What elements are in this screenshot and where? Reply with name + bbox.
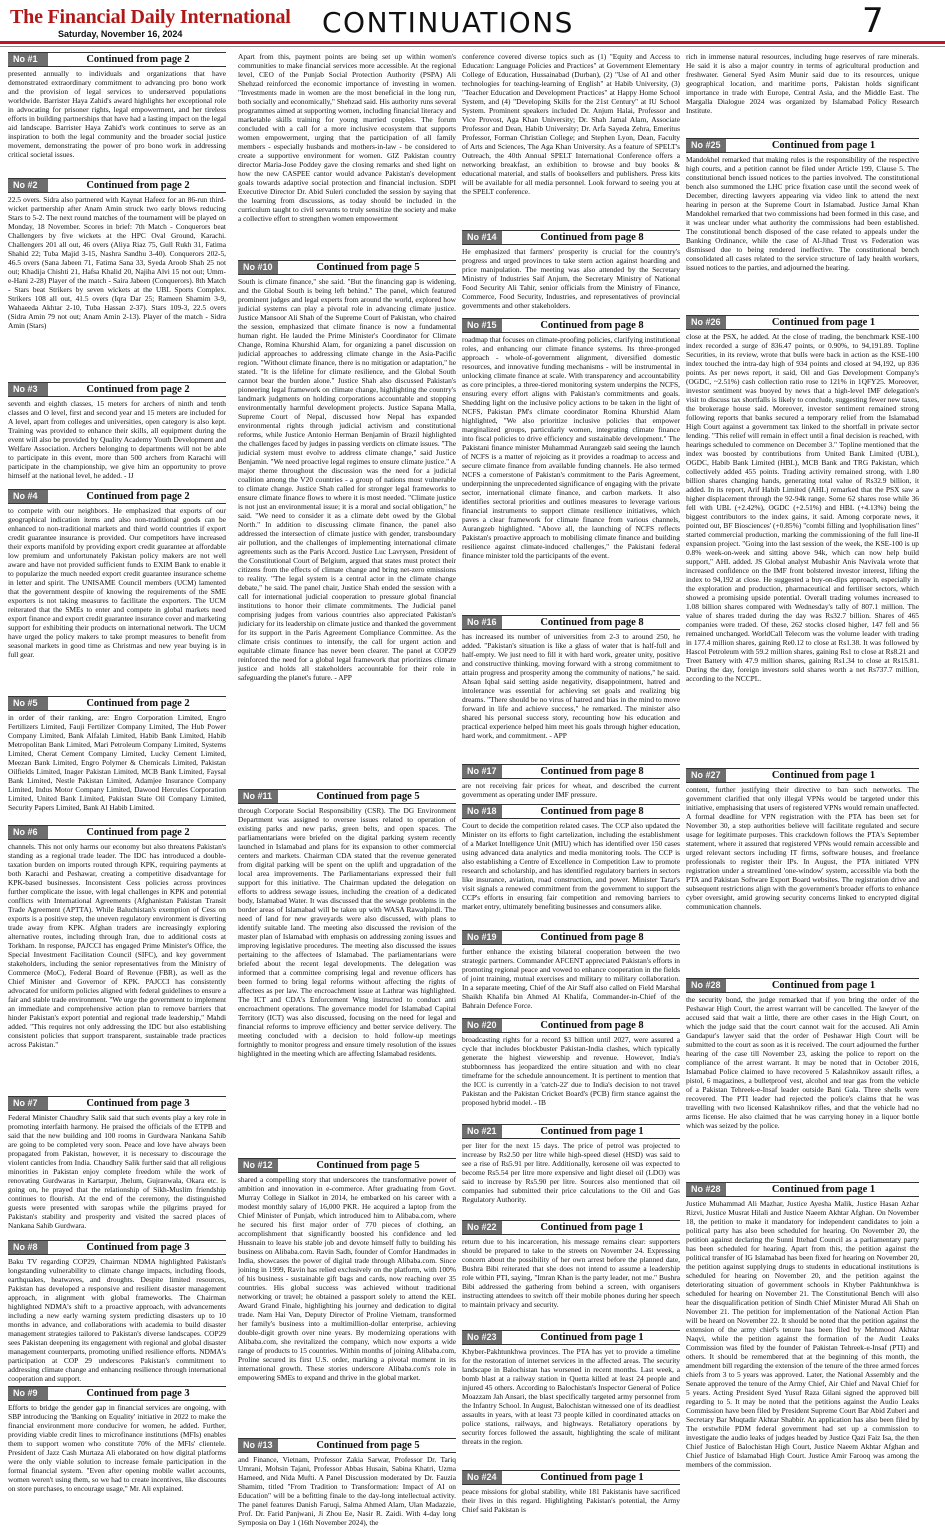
story-header <box>462 1124 680 1139</box>
story-body: Justice Muhammad Ali Mazhar, Justice Ayesha Malik, Justice Hasan Azhar Rizvi, Justice Musrat Hilali and Justice Naeem Akhtar Afghan. On November 18, the petition to make it mandatory for independent candidates to join a political party has also been scheduled for hearing. On November 20, the petition against declaring the Sunni Ittehad Council as a parliamentary party has been scheduled for hearing. Apart from this, the petition against the political transfer of IG Islamabad has been fixed for hearing on November 20, the petition against supplying drugs to students in educational institutions is scheduled for hearing on November 20, and the petition against the deteriorating situation of government schools in Khyber Pakhtunkhwa is scheduled for hearing on November 21. The Constitutional Bench will also hear the disqualification petition of Sindh Chief Minister Murad Ali Shah on November 21. The petition for implementation of the National Action Plan will be heard on November 22. It should be noted that the petition against the extension of the army chief's tenure has been filed by Mehmood Akhtar Naqvi, while the petition against the formation of the Audit Leaks Commission was filed by the founder of Pakistan Tehreek-e-Insaf (PTI) and others. It should be remembered that at the beginning of this month, the amendment bill regarding the extension of the tenure of the three armed forces chiefs from 3 to 5 years was approved. Later, the National Assembly and the Senate approved the tenure of the Army Chief, Air Chief and Naval Chief for 5 years. Acting President Syed Yusuf Raza Gilani signed the approved bill regarding to 5. It may be noted that the petitions against the Audio Leaks Commission have been filed by President Supreme Court Bar Abid Zuberi and Secretary Bar Muqtadir Akhtar Shabbir. An application has also been filed by The erstwhile PDM federal government had set up a commission to investigate the audio leaks of judges headed by Justice Qazi Faiz Isa, the then Chief Justice of Balochistan High Court, Justice Naeem Akhtar Afghan and Chief Justice of Islamabad High Court. Justice Amir Farooq was among the members of the commission. <box>686 1199 919 1469</box>
continued-label: Continued from page 2 <box>86 827 190 838</box>
continued-label: Continued from page 8 <box>540 1020 644 1031</box>
story-header <box>462 318 680 333</box>
story-header <box>8 1386 226 1401</box>
paper-title: The Financial Daily International <box>10 6 291 28</box>
continued-label: Continued from page 8 <box>540 766 644 777</box>
story-header <box>238 260 456 275</box>
story-body: channels. This not only harms our economy but also threatens Pakistan's standing as a regional trade leader. The IDC has introduced a double-taxation burden on imports routed through KPK, requiring payments at both Karachi and Peshawar, creating a competitive disadvantage for KPK-based businesses. Inconsistent Cess policies across provinces further complicate the issue, with legal challenges in KPK and potential conflicts with International Agreements (Afghanistan Pakistan Transit Trade Agreement (APTTA). While Baluchistan's exemption of Cess on exports is a positive step, the uneven regulatory environment is diverting trade away from KPK. Afghan traders are increasingly exploring alternative routes, including through Iran, due to additional costs at Torkham. In response, PAJCCI has engaged Prime Minister's Office, the Special Investment Facilitation Council (SIFC), and key government stakeholders, including the senior representatives from the Ministry of Commerce (MoC), Federal Board of Revenue (FBR), as well as the Chief Minister and Governor of KPK. PAJCCI has consistently advocated for uniform policies aligned with federal guidelines to ensure a fair and stable trade environment. "We urge the government to implement an immediate and comprehensive action plan to remove barriers that hinder Pakistan's export potential and regional trade leadership," Mahdi added. "This requires not only addressing the IDC but also establishing consistent policies that support transparent, sustainable trade practices across Pakistan." <box>8 842 226 1049</box>
story-no21 <box>462 1124 680 1220</box>
story-number: No #9 <box>8 1387 48 1400</box>
story-header <box>462 930 680 945</box>
story-number: No #22 <box>462 1221 502 1234</box>
continued-label: Continued from page 5 <box>316 791 420 802</box>
story-body: South is climate finance," she said. "But the financing gap is widening, and the Global South is being left behind." The panel, which featured prominent judges and legal experts from around the world, explored how judicial systems can play a pivotal role in advancing climate justice. Justice Mansoor Ali Shah of the Supreme Court of Pakistan, who chaired the session, emphasized that climate finance is now a fundamental human right. He lauded the Prime Minister's Coordinator for Climate Change, Romina Khurshid Alam, for organizing a panel discussion on judicial approaches to addressing climate change in the Asia-Pacific region. "Without climate finance, there is no mitigation or adaptation," he stated. "It is the lifeline for climate resilience, and the Global South cannot bear the burden alone." Justice Shah also discussed Pakistan's pioneering legal framework on climate change, highlighting the country's landmark judgments on holding corporations accountable and stopping environmentally harmful development projects. Justice Sapana Malla, Supreme Court of Nepal, discussed how Nepal has expanded environmental rights through judicial activism and constitutional reforms, while Justice Antonio Herman Benjamin of Brazil highlighted the challenges faced by judges in passing verdicts on climate issues. "The judicial system must evolve to address climate change," said Justice Benjamin. "We need proactive legal regimes to ensure climate justice." A major theme throughout the discussion was the need for a judicial coalition among the V20 countries - a group of nations most vulnerable to climate change. Justice Shah called for stronger legal frameworks to ensure climate finance flows to where it is most needed. "Climate justice is not just an environmental issue; it is a moral and social obligation," he said. "We need to consider it as a climate debt owed by the Global North." In addition to discussing climate finance, the panel also addressed the intersection of climate justice with gender, transboundary air pollution, and the challenges of implementing international climate agreements such as the Paris Accord. Justice Luc Lavrysen, President of the Constitutional Court of Belgium, argued that states must protect their citizens from the effects of climate change and bring net-zero emissions to reality. "The legal system is a central actor in the climate change debate," he said. The panel chair, Justice Shah ended the session with a call for international judicial cooperation to pressure global financial institutions to honor their climate commitments. The Judicial panel comprising judges from various countries also appreciated Pakistan's judiciary for its leadership on climate justice and thanked the government for its support in the Paris Agreement Compliance Committee. As the climate crisis continues to intensify, the call for urgent action and equitable climate finance has never been clearer. The panel at COP29 reinforced the need for a global legal framework that prioritizes climate justice and holds all stakeholders accountable for their role in safeguarding the planet's future. - APP <box>238 277 456 682</box>
story-body: Apart from this, payment points are being set up within women's communities to make financial services more accessible. At the regional level, CEO of the Punjab Social Protection Authority (PSPA) Ali Shehzad reinforced the economic importance of investing in women. "Investments made in women are the most beneficial in the long run, both socially and economically," Shehzad said. His authority runs several programmes aimed at supporting women, including financial literacy and marketable skills training for young married couples. The forum concluded with a call for a more inclusive ecosystem that supports women empowerment, urging that the participation of all family members - especially husbands and mothers-in-law - be considered to create a supportive environment for women. GIZ Pakistan country director Maria-Jose Poddey gave the closing remarks and shed light on how the new CASPEE cantor would advance Pakistan's development goals towards adaptive social protection and financial inclusion. SDPI Executive Director Dr. Abid Suleri concluded the session by saying that the learning from discussions, as today should be included in the curriculum taught to civil servants to truly sensitize the society and make a collective effort to strengthen women empowerment <box>238 52 456 223</box>
story-no28-a <box>686 978 919 1181</box>
story-header <box>686 978 919 993</box>
story-header <box>8 382 226 397</box>
story-number: No #6 <box>8 826 48 839</box>
story-number: No #17 <box>462 765 502 778</box>
story-header <box>238 1438 456 1453</box>
story-number: No #12 <box>238 1159 278 1172</box>
story-number: No #10 <box>238 261 278 274</box>
story-number: No #3 <box>8 383 48 396</box>
continued-label: Continued from page 5 <box>316 262 420 273</box>
continued-label: Continued from page 1 <box>771 770 876 781</box>
story-number: No #26 <box>686 316 726 329</box>
story-body: 22.5 overs. Sidra also partnered with Kaynat Hafeez for an 86-run third-wicket partnership after Anam Amin struck two early blows reducing Stars to 5-2. The next round matches of the tournament will be played on Monday, 18 November. Scores in brief: 7th Match - Conquerors beat Challengers by five wickets at the HPC Oval Ground, Karachi. Challengers 201 all out, 46 overs (Aliya Riaz 75, Gull Rukh 31, Fatima Shahid 22; Tuba Majid 3-15, Nashra Sandhu 3-40). Conquerors 202-5, 46.5 overs (Sana Jabeen 71, Fatima Sana 33, Syeda Aroob Shah 25 not out; Khadija Chishti 21, Hafsa Khalid 20, Najiha Alvi 15 not out; Umm-e-Hani 2-28) Player of the match - Saira Jabeen (Conquerors). 8th Match - Stars beat Strikers by seven wickets at the UBL Sports Complex. Strikers 108 all out, 41.5 overs (Iqra Dar 25; Rameen Shamim 3-9, Wahaeeda Akhtar 2-10, Tuba Hassan 2-37). Stars 109-3, 22.5 overs (Sidra Amin 79 not out; Anam Amin 2-13). Player of the match - Sidra Amin (Stars) <box>8 195 226 330</box>
story-body: close at the PSX, he added. At the close of trading, the benchmark KSE-100 index recorded a surge of 836.47 points, or 0.90%, to 94,191.89. Topline Securities, in its review, wrote that bulls were back in action as the KSE-100 index touched the intra-day high of 934 points and closed at 94,192, up 836 points. As per news report, it said, Oil and Gas Development Company's (OGDC, ~2.51%) cash collection ratio rose to 121% in 1QFY25. Moreover, investor sentiment was buoyed by news that a high-level IMF delegation's visit to discuss tax shortfalls is likely to conclude, suggesting fewer new taxes, the brokerage house said. Moreover, investor sentiment remained strong following reports that banks secured a temporary relief from the Islamabad High Court against a government tax linked to the shortfall in private sector lending. "This relief will remain in effect until a final decision is reached, with hearings scheduled to commence on December 3." Topline mentioned that the index was boosted by contributions from United Bank Limited (UBL), OGDC, Habib Bank Limited (HBL), MCB Bank and TRG Pakistan, which collectively added 455 points. Trading activity remained strong, with 1.80 billion shares changing hands, generating total value of Rs32.9 billion, it added. In its report, Arif Habib Limited (AHL) remarked that the PSX saw a higher displacement through the 92-94k range. Some 62 shares rose while 36 fell with UBL (+2.42%), OGDC (+2.51%) and HBL (+4.13%) being the biggest contributors to the index gains, it said. Among corporate news, it pointed out, BF Biosciences' (+0.85%) "combi filling and lyophilisation lines" started commercial production, marking the commissioning of the full line-II expansion project. "Going into the last session of the week, the KSE-100 is up 0.8% week-on-week and sitting above 94k, which can now help build support," AHL added. JS Global analyst Mubashir Anis Navivala wrote that increased confidence on the IMF front bolstered investor interest, lifting the index to 94,192 at close. He suggested a buy-on-dips approach, especially in the exploration and production, pharmaceutical and fertiliser sectors, which showed a promising upside potential. Overall trading volumes increased to 1.08 billion shares compared with Wednesday's tally of 807.1 million. The value of shares traded during the day was Rs32.7 billion. Shares of 465 companies were traded. Of these, 262 stocks closed higher, 147 fell and 56 remained unchanged. WorldCall Telecom was the volume leader with trading in 177.4 million shares, gaining Re0.12 to close at Rs1.38. It was followed by Hascol Petroleum with 59.2 million shares, gaining Rs1 to close at Rs8.21 and Treet Battery with 47.9 million shares, gaining Rs1.34 to close at Rs15.81. During the day, foreign investors sold shares worth a net Rs737.7 million, according to the NCCPL. <box>686 332 919 683</box>
masthead <box>0 0 945 42</box>
continued-label: Continued from page 8 <box>540 932 644 943</box>
story-no17 <box>462 764 680 803</box>
continued-label: Continued from page 8 <box>540 617 644 628</box>
story-no5 <box>8 696 226 824</box>
continued-label: Continued from page 8 <box>540 232 644 243</box>
story-body: rich in immense natural resources, including huge reserves of rare minerals. He said it is also a major country in terms of agricultural production and freshwater. General Syed Asim Munir said due to its resources, unique geographical location, and maritime ports, Pakistan holds significant importance in trade with Europe, Central Asia, and the Middle East. The Margalla Dialogue 2024 was organized by Islamabad Policy Research Institute. <box>686 52 919 115</box>
story-body: roadmap that focuses on climate-proofing policies, clarifying institutional roles, and enhancing our climate finance systems. Its three-pronged approach - whole-of-government alignment, diversified domestic resources, and innovative funding mechanisms - will be instrumental in unlocking climate finance at scale. With transparency and accountability as core principles, a three-tiered monitoring system underpins the NCFS, ensuring every effort aligns with Pakistan's commitments and goals. Shedding light on the inclusive policy actions to be taken in the light of NCFS, Pakistan PM's climate coordinator Romina Khurshid Alam highlighted, "We also prioritize inclusive policies that empower marginalized groups, particularly women, integrating climate finance into fiscal policies to drive efficiency and sustainable development." The Pakistani finance minister Muhammad Aurangzeb said seeing the launch of NCFS is a matter of rejoicing as it provides a roadmap to access and secure climate finance from available funding channels. He also termed NCFS a cornerstone of Pakistan's commitment to the Paris Agreement, underpinning the unprecedented significance of engaging with the private sector, international climate finance, and carbon markets. It also identifies sectoral priorities and outlines measures to leverage various financial instruments to support climate resilience initiatives, which paves a clear framework for climate finance from various channels, Aurangzeb highlighted. "Above all, the launching of NCFS reflects Pakistan's proactive approach to mobilising climate finance and building resilience against climate-induced challenges," the Pakistani federal finance minister told the participants of the event. <box>462 335 680 560</box>
story-col4-lead <box>686 52 919 136</box>
story-number: No #5 <box>8 697 48 710</box>
story-no12 <box>238 1158 456 1436</box>
story-body: He emphasized that farmers' prosperity is crucial for the country's progress and urged provinces to take stern action against hoarding and price manipulation. The meeting was also attended by the Secretary Ministry of Industries Saif Anjum, the Secretary Ministry of National Food Security Ali Tahir, senior officials from the Ministry of Finance, Commerce, Food Security, Industries, and representatives of provincial governments and other stakeholders. <box>462 247 680 310</box>
continued-label: Continued from page 2 <box>86 180 190 191</box>
story-no23 <box>462 1330 680 1469</box>
story-number: No #28 <box>686 979 726 992</box>
page-number: 7 <box>862 1 884 41</box>
story-number: No #18 <box>462 805 502 818</box>
story-body: seventh and eighth classes, 15 meters for archers of ninth and tenth classes and O level, first and second year and 15 meters are included for A level, apart from colleges and universities, open category is also kept. Training was provided to enhance their skills, all equipment during the event will also be provided by Quality Academy Youth Development and Welfare Association. Archers belonging to departments will not be able to participate in this event, more than 500 archers from Karachi will participate in the championship, we give him an opportunity to prove himself at the national level, he added. - IJ <box>8 399 226 480</box>
story-no3 <box>8 382 226 488</box>
story-body: return due to his incarceration, his message remains clear: supporters should be prepared to take to the streets on November 24. Expressing concern about the possibility of her own arrest before the planned date, Bushra Bibi reiterated that she does not intend to assume a leadership role within PTI, saying, "Imran Khan is the party leader, not me." Bushra Bibi addressed the gathering from behind a screen, with organisers instructing attendees to switch off their mobile phones during her speech to maintain privacy and security. <box>462 1237 680 1309</box>
continued-label: Continued from page 3 <box>86 1242 190 1253</box>
story-number: No #25 <box>686 139 726 152</box>
story-no27 <box>686 768 919 977</box>
story-body: are not receiving fair prices for wheat, and described the current government as operating under IMF pressure. <box>462 781 680 799</box>
story-body: presented annually to individuals and organizations that have demonstrated extraordinary commitment to advancing pro bono work and the provision of legal services to underserved populations worldwide. Barrister Haya Zahid's award highlights her exceptional role in advocating for prisoner rights, legal empowerment, and her tireless efforts in building partnerships that have had a lasting impact on the legal aid landscape. Barrister Haya Zahid's work continues to serve as an inspiration to both the legal community and the broader social justice movement, demonstrating the power of pro bono work in addressing critical societal issues. <box>8 69 226 159</box>
story-no11 <box>238 789 456 1157</box>
story-header <box>8 52 226 67</box>
story-header <box>462 230 680 245</box>
date-line: Saturday, November 16, 2024 <box>58 29 183 39</box>
story-body: Efforts to bridge the gender gap in financial services are ongoing, with SBP introducing the 'Banking on Equality' initiative in 2022 to make the financial environment more conducive for women, he added. Further, providing viable credit lines to microfinance institutions (MFIs) enables them to support women who constitute 70% of the MFIs' clientele. President of Jazz Cash Murtaza Ali elaborated on how digital platforms were the only viable solution to increase female participation in the formal financial system. "Even after opening mobile wallet accounts, women weren't using them, so we had to create incentives, like discounts on store purchases, to encourage usage," Mr. Ali explained. <box>8 1403 226 1493</box>
story-no7 <box>8 1096 226 1239</box>
story-body: content, further justifying their directive to ban such networks. The government clarified that only illegal VPNs would be targeted under this initiative, emphasising that users of registered VPNs would remain unaffected. A formal deadline for VPN registration with the PTA has been set for November 30, a step authorities believe will facilitate regulated and secure usage for legitimate purposes. This crackdown follows the PTA's September statement, where it assured that registered VPNs would remain accessible and urged relevant sectors including IT firms, software houses, and freelance professionals to register their IPs. In August, the PTA initiated VPN registration under a streamlined 'one-window' system, accessible via both the PTA and Pakistan Software Export Board websites. The registration drive and subsequent restrictions align with the government's broader efforts to enhance cyber oversight, amid growing security concerns linked to encrypted digital communication channels. <box>686 785 919 911</box>
column-3 <box>462 52 680 1527</box>
story-header <box>686 138 919 153</box>
story-no22 <box>462 1220 680 1328</box>
story-body: through Corporate Social Responsibility (CSR). The DG Environment Department was assigned to oversee issues related to operation of existing parks and new parks, green belts, and open spaces. The parliamentarians were briefed on the digital parking system recently launched in Islamabad and plans for its expansion to other commercial centers and markets. Chairman CDA stated that the revenue generated from digital parking will be spent on the uplift and upgradation of the local area improvements. The Parliamentarians expressed their full support for this initiative. The Chairman updated the delegation on efforts to address sewage issues, including the creation of a dedicated body, Islamabad Water. It was discussed that the sewage problems in the border areas of Islamabad will be taken up with WASA Rawalpindi. The need of land for new graveyards were also discussed, with plans to identify suitable land. The meeting also discussed the revision of the master plan of Islamabad with emphasis on addressing zoning issues and improving legislative procedures. The meeting also discussed the issues pertaining to the affectees of Islamabad. The parliamentarians were briefed about the recent legal developments. The delegation was informed that a committee comprising legal and revenue officers has been formed to bring legal reforms without affecting the rights of affectees as per law. The encroachment issue at Lathrar was highlighted. The ICT and CDA's Enforcement Wing instructed to conduct anti encroachment operations. The governance model for Islamabad Capital Territory (ICT) was also discussed, focusing on the need for legal and financial reforms to improve efficiency and better service delivery. The meeting concluded with a decision to hold follow-up meetings fortnightly to monitor progress and ensure timely resolution of the issues highlighted in the meeting which are affecting Islamabad residents. <box>238 806 456 1058</box>
story-header <box>462 764 680 779</box>
story-body: conference covered diverse topics such as (1) "Equity and Access to Education: Language Policies and Practices" at Government Elementary College of Education, Hussainabad (Durban), (2) "Use of AI and other technologies for teaching-learning of English" at Habib University, (3) "Teacher Education and Development Practices" at Happy Home School System, and (4) "Developing Skills for the 21st Century" at IU School System. Prominent speakers included Dr. Anjum Halai, Professor and Vice Provost, Aga Khan University; Dr. Shah Jamal Alam, Associate Professor and Dean, Habib University; Dr. Arfa Sayeda Zehra, Emeritus Professor, Forman Christian College; and Stephen Lyon, Dean, Faculty of Arts and Sciences, The Aga Khan University. As a feature of SPELT's Outreach, the 40th Annual SPELT International Conference offers a networking breakfast, an exhibition to browse and buy books & educational material, and stalls of booksellers and publishers. Press kits will be available for all media personnel. Look forward to seeing you at the SPELT conference. <box>462 52 680 196</box>
continued-label: Continued from page 1 <box>771 980 876 991</box>
story-header <box>462 615 680 630</box>
story-header <box>238 1158 456 1173</box>
story-number: No #24 <box>462 1471 502 1484</box>
story-number: No #28 <box>686 1183 726 1196</box>
story-body: Federal Minister Chaudhry Salik said that such events play a key role in promoting interfaith harmony. He praised the officials of the ETPB and said that the new building and 100 rooms in Gurdwara Nankana Sahib are going to be completed very soon. Peace and love have always been propagated from Pakistan, however, it is necessary to discourage the violent canticles from India. Chaudhry Salik further said that all religious minorities in Pakistan enjoy complete freedom while the work of renovating Gurdwaras in Kartarpur, Jhelum, Gujranwala, Okara etc. is going on, he prayed that the relationship of Sikh-Muslim friendship continues to flourish. At the end of the ceremony, the distinguished guests were presented with saropas while the pilgrims prayed for Pakistan's stability and prosperity and visited the sacred places of Nankana Sahib Gurdwara. <box>8 1113 226 1230</box>
story-header <box>462 1018 680 1033</box>
story-header <box>8 825 226 840</box>
continued-label: Continued from page 1 <box>540 1126 644 1137</box>
story-body: Baku TV regarding COP29, Chairman NDMA highlighted Pakistan's longstanding vulnerability to climate change impacts, including floods, earthquakes, heatwaves, and droughts. Despite limited resources, Pakistan has developed a responsive and resilient disaster management approach, in alignment with global frameworks. The Chairman highlighted NDMA's shift to a proactive approach, with advancements including a new early warning system predicting disasters up to 10 months in advance, and collaborations with academia to build disaster management strategies tailored to Pakistan's diverse landscapes. COP29 sees Pakistan deepening its engagement with regional and global disaster management counterparts, promoting unified resilience efforts. NDMA's participation at COP 29 underscores Pakistan's commitment to addressing climate change and enhancing resilience through international cooperation and support. <box>8 1257 226 1383</box>
continued-label: Continued from page 1 <box>771 317 876 328</box>
story-number: No #2 <box>8 179 48 192</box>
continued-label: Continued from page 1 <box>540 1222 644 1233</box>
story-no4 <box>8 489 226 695</box>
story-body: and Finance, Vietnam, Professor Zakia Sarwar, Professor Dr. Tariq Umrani, Mohsin Tajani, Professor Abbas Husain, Sabina Khatri, Uzma Hameed, and Nida Mufti. A Panel Discussion moderated by Dr. Fauzia Shamim, titled "From Tradition to Transformation: Impact of AI on Education" will be a befitting finale to the day-long intellectual activity. The panel features Danish Faruqi, Salma Ahmed Alam, Ulan Madazzie, Prof. Dr. Farid Panjwani, Ji Zhou Ee, Nasir R. Zaidi. With 4-day long Symposia on Day 1 (16th November 2024), the <box>238 1455 456 1527</box>
story-body: Khyber-Pakhtunkhwa provinces. The PTA has yet to provide a timeline for the restoration of internet services in the affected areas. The security landscape in Balochistan has worsened in recent months. Last week, a bomb blast at a railway station in Quetta killed at least 24 people and injured 45 others. According to Balochistan's Inspector General of Police Moazzam Jah Ansari, the blast specifically targeted army personnel from the Infantry School. In August, Balochistan witnessed one of its deadliest assaults in years, with at least 73 people killed in coordinated attacks on police stations, railways, and highways. Retaliatory operations by security forces followed the assault, highlighting the scale of militant threats in the region. <box>462 1347 680 1446</box>
story-header <box>8 489 226 504</box>
story-header <box>8 696 226 711</box>
story-no6 <box>8 825 226 1095</box>
story-no16 <box>462 615 680 763</box>
story-no2 <box>8 178 226 380</box>
story-body: has increased its number of universities from 2-3 to around 250, he added. "Pakistan's situation is like a glass of water that is half-full and half-empty. We just need to fill it with hard work, greater unity, positive and constructive thinking, moving forward with a strong commitment to attain progress and prosperity among the community of nations," he said. Ahsan Iqbal said setting aside negativity, disappointment, hatred and intolerance was essential for achieving set goals and realizing big dreams. "There should be no virus of hatred and bias in the mind to move forward in life and achieve success," he remarked. The minister also shared his personal success story, recounting how his education and practical experience helped him meet his goals through higher education, hard work, and commitment. - APP <box>462 632 680 740</box>
story-header <box>8 1096 226 1111</box>
story-no18 <box>462 804 680 929</box>
story-header <box>462 1470 680 1485</box>
story-no14 <box>462 230 680 316</box>
story-no10 <box>238 260 456 788</box>
column-4 <box>686 52 919 1527</box>
story-no20 <box>462 1018 680 1123</box>
story-number: No #21 <box>462 1125 502 1138</box>
story-no28-b <box>686 1182 919 1527</box>
story-no26 <box>686 315 919 767</box>
story-body: Court to decide the competition related cases. The CCP also updated the Minister on its efforts to fight cartelization, including the establishment of a Market Intelligence Unit (MIU) which has identified over 150 cases using advanced data analytics and media monitoring tools. The CCP is also establishing a Centre of Excellence in Competition Law to promote research and scholarship, and has identified regulatory barriers in sectors like insurance, aviation, road construction, and power. Minister Tarar's visit signals a renewed commitment from the government to support the CCP's efforts in ensuring fair competition and removing barriers to market entry, ultimately benefiting businesses and consumers alike. <box>462 821 680 911</box>
story-number: No #20 <box>462 1019 502 1032</box>
continued-label: Continued from page 8 <box>540 806 644 817</box>
story-body: shared a compelling story that underscores the transformative power of ambition and innovation in e-commerce. After graduating from Govt. Murray College in Sialkot in 2014, he embarked on his career with a modest monthly salary of 16,000 PKR. He acquired a laptop from the Chief Minister of Punjab, which introduced him to Alibaba.com, where he secured his first major order of 770 pieces of clothing, an accomplishment that significantly boosted his confidence and led Hussnain to leave his stable job and devote himself fully to building his business on Alibaba.com. Ravin Sadh, founder of Comfor Handmades in India, showcases the power of digital trade through Alibaba.com. Since joining in 1999, Ravin has relied exclusively on the platform, with 100% of his business - sustainable gift bags and cards, now reaching over 35 countries. His global success was achieved without traditional networking or travel; he obtained a passport solely to attend the KEL Award Grand Finale, highlighting his journey and dedication to digital trade. Nam Hai Van, Deputy Director of Proline Vietnam, transformed her family's business into a multimillion-dollar enterprise, achieving double-digit growth over nine years. By modernizing operations with Alibaba.com, she revitalized the company, which now exports a wide range of products to 15 countries. Within months of joining Alibaba.com, Proline secured its first U.S. order, marking a pivotal moment in its international growth. These stories underscore Alibaba.com's role in empowering SMEs to expand and thrive in the global market. <box>238 1175 456 1382</box>
story-body: in order of their ranking, are: Engro Corporation Limited, Engro Fertilizers Limited, Fauji Fertilizer Company Limited, The Hub Power Company Limited, Bank Alfalah Limited, Habib Bank Limited, Habib Metropolitan Bank Limited, Mari Petroleum Company Limited, Systems Limited, Cherat Cement Company Limited, Lucky Cement Limited, Meezan Bank Limited, Engro Polymer & Chemicals Limited, Pakistan Oilfields Limited, Inager Pakistan Limited, MCB Bank Limited, Faysal Bank Limited, Nestle Pakistan Limited, Adamjee Insurance Company Limited, Indus Motor Company Limited, Dawood Hercules Corporation Limited, United Bank Limited, Pakistan State Oil Company Limited, Security Papers Limited, Bank Al Habib Limited. <box>8 713 226 812</box>
story-body: per liter for the next 15 days. The price of petrol was projected to increase by Rs2.50 per litre while high-speed diesel (HSD) was said to see a rise of Rs5.91 per litre. Additionally, kerosene oil was expected to become Rs5.54 per litre more expensive and light diesel oil (LDO) was said to increase by Rs5.90 per litre. Sources also mentioned that oil companies had submitted their price calculations to the Oil and Gas Regulatory Authority. <box>462 1141 680 1204</box>
section-title: CONTINUATIONS <box>322 6 574 39</box>
masthead-gray-rule <box>0 46 945 47</box>
story-header <box>462 804 680 819</box>
story-header <box>462 1330 680 1345</box>
story-header <box>686 315 919 330</box>
story-number: No #8 <box>8 1241 48 1254</box>
story-number: No #14 <box>462 231 502 244</box>
story-header <box>238 789 456 804</box>
story-number: No #11 <box>238 790 278 803</box>
continued-label: Continued from page 2 <box>86 54 190 65</box>
story-no13 <box>238 1438 456 1527</box>
story-no1 <box>8 52 226 177</box>
story-body: the security bond, the judge remarked that if you bring the order of the Peshawar High Court, the arrest warrant will be cancelled. The lawyer of the accused said that wait a little, there are other cases in the High Court, on which the judge said that the court cannot wait for the accused. Ali Amin Gandapur's lawyer said that the order of Peshawar High Court will be submitted to the court as soon as it is received. The court adjourned the further hearing of the case till November 23, asking the police to report on the compliance of the arrest warrant. It may be noted that in October 2016, Islamabad Police claimed to have recovered 5 Kalashnikov assault rifles, a pistol, 6 magazines, a bulletproof vest, alcohol and tear gas from the vehicle of a Pakistan Tehreek-e-Insaf leader outside Bani Gala. Three shells were recovered. The PTI leader had rejected the police's claims that he was travelling with two licensed Kalashnikov rifles, and that the vehicle had no arms license. He also claimed that he was carrying honey in a liquor bottle which was seized by the police. <box>686 995 919 1130</box>
story-body: further enhance the existing bilateral cooperation between the two strategic partners. Commander AFCENT appreciated Pakistan's efforts in promoting regional peace and vowed to enhance cooperation in the fields of joint training, mutual exercises and military to military collaboration. In a separate meeting, Chief of the Air Staff also called on Field Marshal Shaikh Khalifa bin Ahmed Al Khalifa, Commander-in-Chief of the Bahrain Defence Force. <box>462 947 680 1010</box>
continued-label: Continued from page 2 <box>86 384 190 395</box>
story-body: broadcasting rights for a record $3 billion until 2027, were assured a cycle that includes blockbuster Pakistan-India clashes, which typically generate the highest viewership and revenue. However, India's stubbornness has jeopardized the entire situation and with no clear timeframe for the schedule announcement. It is pertinent to mention that the ICC is currently in a 'catch-22' due to India's decision to not travel Pakistan and the Pakistan Cricket Board's (PCB) firm stance against the proposed hybrid model. - IB <box>462 1035 680 1107</box>
continued-label: Continued from page 1 <box>771 1184 876 1195</box>
story-number: No #7 <box>8 1097 48 1110</box>
story-body: Mandokhel remarked that making rules is the responsibility of the respective high courts, and a petition cannot be filed under Article 199, Clause 5. The constitutional bench issued notices to the parties involved. The constitutional bench also summoned the LHC price fixation case until the second week of December, directing lawyers appearing via video link to attend the next hearing in person at the Supreme Court in Islamabad. Justice Jamal Khan Mandokhel remarked that two commissions had been formed in this case, and it was unclear under what authority the commissions had been established. The constitutional bench disposed of the case related to appeals under the Banking Ordinance, while the case of Al-Jihad Trust vs Federation was dismissed due to being rendered ineffective. The constitutional bench consolidated all cases related to the service structure of lady health workers, issued notices to the parties, and adjourned the hearing. <box>686 155 919 272</box>
story-header <box>462 1220 680 1235</box>
continued-label: Continued from page 1 <box>540 1472 644 1483</box>
story-number: No #23 <box>462 1331 502 1344</box>
story-header <box>686 768 919 783</box>
story-body: to compete with our neighbors. He emphasized that exports of our geographical indication items and also non-traditional goods can be enhanced to non-traditional markets and third world countries if export credit guarantee insurance is provided. Our competitors have increased their exports manifold by providing export credit guarantee at affordable low premium and unfortunately Pakistan policy makers are not well aware and have not provided sufficient funds to EXIM Bank to enable it to popularize the much needed export credit guarantee insurance scheme in letter and spirit. The UNISAME Council members (UCM) lamented that the government despite of knowing the requirements of the SME exporters is not taking measures to facilitate the exporters. The UCM reiterated that the SMEs to enter and compete in global markets need export finance and export credit guarantee insurance cover and marketing support for exhibiting their products on international network. The UCM have urged the policy makers to take prompt measures to benefit from seasonal markets in good time as Christmas and new year buying is in full gear. <box>8 506 226 659</box>
column-1 <box>8 52 226 1527</box>
story-number: No #1 <box>8 53 48 66</box>
continued-label: Continued from page 1 <box>771 140 876 151</box>
story-no24 <box>462 1470 680 1527</box>
story-number: No #4 <box>8 490 48 503</box>
continued-label: Continued from page 3 <box>86 1388 190 1399</box>
continued-label: Continued from page 5 <box>316 1160 420 1171</box>
story-header <box>686 1182 919 1197</box>
story-body: peace missions for global stability, while 181 Pakistanis have sacrificed their lives in this regard. Highlighting Pakistan's potential, the Army Chief said Pakistan is <box>462 1487 680 1514</box>
story-col2-lead <box>238 52 456 258</box>
column-2 <box>238 52 456 1527</box>
story-no19 <box>462 930 680 1016</box>
story-no8 <box>8 1240 226 1385</box>
masthead-red-rule <box>0 41 945 44</box>
continued-label: Continued from page 5 <box>316 1440 420 1451</box>
story-no25 <box>686 138 919 314</box>
story-no9 <box>8 1386 226 1527</box>
story-number: No #19 <box>462 931 502 944</box>
story-number: No #16 <box>462 616 502 629</box>
continued-label: Continued from page 2 <box>86 491 190 502</box>
story-col3-lead <box>462 52 680 230</box>
story-number: No #13 <box>238 1439 278 1452</box>
story-no15 <box>462 318 680 614</box>
story-header <box>8 1240 226 1255</box>
continued-label: Continued from page 2 <box>86 698 190 709</box>
story-number: No #15 <box>462 319 502 332</box>
continued-label: Continued from page 8 <box>540 320 644 331</box>
continued-label: Continued from page 3 <box>86 1098 190 1109</box>
continued-label: Continued from page 1 <box>540 1332 644 1343</box>
story-header <box>8 178 226 193</box>
story-number: No #27 <box>686 769 726 782</box>
